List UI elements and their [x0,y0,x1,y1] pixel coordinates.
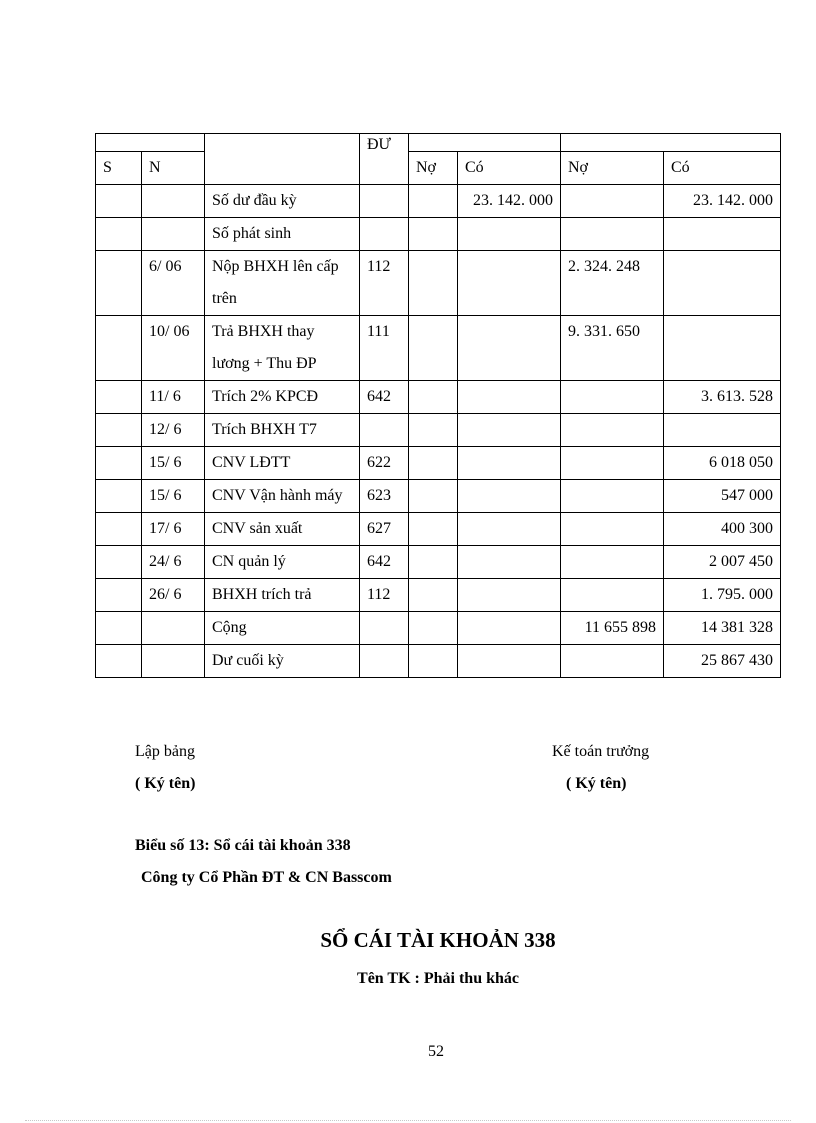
header-co-1: Có [458,152,561,185]
cell-du: 112 [360,579,409,612]
cell-co-1 [458,513,561,546]
cell-desc: Dư cuối kỳ [205,645,360,678]
table-row [96,185,781,218]
signature-left-note: ( Ký tên) [135,775,196,792]
cell-s [96,546,142,579]
cell-s [96,316,142,381]
cell-n: 10/ 06 [142,316,205,381]
cell-n: 26/ 6 [142,579,205,612]
cell-co-2 [664,218,781,251]
cell-no-1 [409,480,458,513]
cell-no-1 [409,645,458,678]
cell-desc: Cộng [205,612,360,645]
footer-divider [25,1120,791,1121]
cell-co-2 [664,414,781,447]
cell-s [96,447,142,480]
table-row [96,579,781,612]
signature-right-note: ( Ký tên) [566,775,627,792]
cell-desc: CNV Vận hành máy [205,480,360,513]
cell-no-1 [409,316,458,381]
cell-co-2: 25 867 430 [664,645,781,678]
cell-no-2 [561,381,664,414]
cell-desc: Trả BHXH thay lương + Thu ĐP [205,316,360,381]
cell-no-1 [409,546,458,579]
cell-s [96,218,142,251]
cell-no-1 [409,414,458,447]
table-row [96,381,781,414]
cell-s [96,251,142,316]
cell-no-2 [561,447,664,480]
cell-s [96,414,142,447]
header-cell-empty [96,134,205,152]
cell-no-2 [561,414,664,447]
cell-du: 623 [360,480,409,513]
header-row-top [96,134,781,152]
cell-desc: Số dư đầu kỳ [205,185,360,218]
header-n: N [142,152,205,185]
cell-co-1 [458,381,561,414]
table-row [96,546,781,579]
cell-du: 642 [360,546,409,579]
cell-no-1 [409,579,458,612]
cell-co-2: 3. 613. 528 [664,381,781,414]
cell-du [360,185,409,218]
cell-desc: CNV LĐTT [205,447,360,480]
form-label: Biểu số 13: Sổ cái tài khoản 338 [135,837,351,854]
cell-co-1 [458,612,561,645]
cell-n [142,185,205,218]
cell-du: 642 [360,381,409,414]
cell-co-2: 400 300 [664,513,781,546]
cell-no-2 [561,579,664,612]
cell-no-2 [561,185,664,218]
cell-no-1 [409,251,458,316]
cell-du [360,218,409,251]
company-name: Công ty Cổ Phần ĐT & CN Basscom [141,869,392,886]
cell-s [96,381,142,414]
table-row [96,645,781,678]
cell-du: 112 [360,251,409,316]
cell-co-2: 2 007 450 [664,546,781,579]
header-row-bottom [96,152,781,185]
account-name: Tên TK : Phải thu khác [357,970,519,987]
signature-right-title: Kế toán trưởng [552,743,650,760]
cell-s [96,513,142,546]
cell-co-1 [458,645,561,678]
table-row [96,316,781,381]
cell-co-1 [458,546,561,579]
cell-n: 24/ 6 [142,546,205,579]
table-row [96,480,781,513]
cell-co-1 [458,579,561,612]
cell-n [142,612,205,645]
table-row [96,447,781,480]
cell-n: 11/ 6 [142,381,205,414]
cell-n: 15/ 6 [142,447,205,480]
page-number: 52 [428,1043,444,1060]
cell-no-1 [409,381,458,414]
cell-no-1 [409,612,458,645]
table-row [96,612,781,645]
cell-n: 15/ 6 [142,480,205,513]
header-no-1: Nợ [409,152,458,185]
cell-no-2 [561,546,664,579]
header-group-1 [409,134,561,152]
cell-desc: Nộp BHXH lên cấp trên [205,251,360,316]
cell-co-2: 547 000 [664,480,781,513]
cell-du: 111 [360,316,409,381]
cell-desc: CN quản lý [205,546,360,579]
cell-co-1 [458,447,561,480]
cell-no-1 [409,185,458,218]
cell-co-1: 23. 142. 000 [458,185,561,218]
cell-du [360,612,409,645]
cell-n: 6/ 06 [142,251,205,316]
table-row [96,251,781,316]
cell-n [142,218,205,251]
cell-no-2 [561,513,664,546]
cell-n: 12/ 6 [142,414,205,447]
cell-n: 17/ 6 [142,513,205,546]
header-cell-desc [205,134,360,185]
cell-du: 627 [360,513,409,546]
cell-no-2 [561,480,664,513]
header-s: S [96,152,142,185]
cell-du [360,414,409,447]
cell-co-2: 1. 795. 000 [664,579,781,612]
cell-no-2: 2. 324. 248 [561,251,664,316]
cell-no-2 [561,218,664,251]
header-group-2 [561,134,781,152]
cell-no-1 [409,218,458,251]
ledger-table [95,133,781,678]
cell-s [96,645,142,678]
cell-no-2 [561,645,664,678]
cell-no-1 [409,513,458,546]
cell-co-1 [458,414,561,447]
cell-co-2 [664,251,781,316]
cell-s [96,185,142,218]
cell-desc: Trích BHXH T7 [205,414,360,447]
cell-desc: BHXH trích trả [205,579,360,612]
cell-co-2: 23. 142. 000 [664,185,781,218]
cell-no-2: 9. 331. 650 [561,316,664,381]
table-row [96,414,781,447]
cell-desc: CNV sản xuất [205,513,360,546]
signature-left-title: Lập bảng [135,743,195,760]
table-row [96,218,781,251]
header-du: ĐƯ [360,134,409,185]
cell-no-2: 11 655 898 [561,612,664,645]
cell-co-2: 6 018 050 [664,447,781,480]
cell-no-1 [409,447,458,480]
cell-co-1 [458,316,561,381]
cell-co-2: 14 381 328 [664,612,781,645]
cell-co-2 [664,316,781,381]
cell-s [96,612,142,645]
ledger-title: SỔ CÁI TÀI KHOẢN 338 [320,928,556,952]
cell-s [96,480,142,513]
cell-du: 622 [360,447,409,480]
header-no-2: Nợ [561,152,664,185]
cell-s [96,579,142,612]
cell-desc: Trích 2% KPCĐ [205,381,360,414]
cell-co-1 [458,480,561,513]
cell-co-1 [458,251,561,316]
header-co-2: Có [664,152,781,185]
cell-co-1 [458,218,561,251]
table-row [96,513,781,546]
cell-du [360,645,409,678]
cell-n [142,645,205,678]
cell-desc: Số phát sinh [205,218,360,251]
